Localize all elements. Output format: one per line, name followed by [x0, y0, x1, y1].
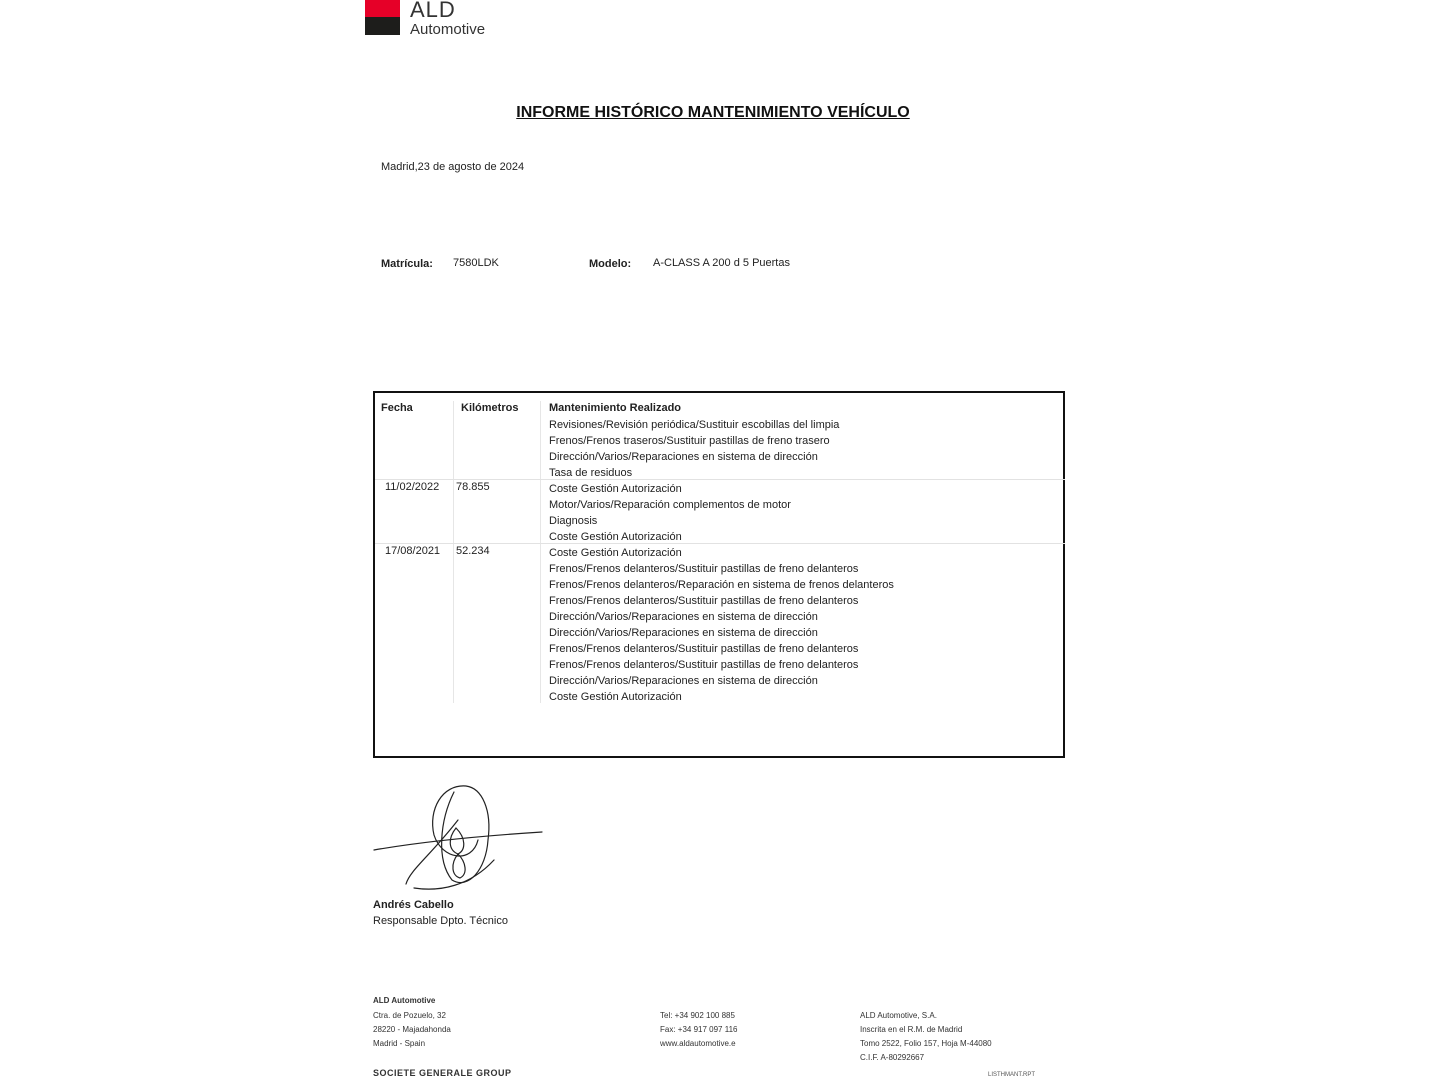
footer-address: [373, 1009, 451, 1051]
signer-name: Andrés Cabello: [373, 899, 454, 911]
row-date: 17/08/2021: [385, 545, 441, 557]
address-line: Madrid - Spain: [373, 1039, 426, 1048]
footer-report-ref: LISTHMANT.RPT: [988, 1072, 1036, 1078]
document-date: Madrid,23 de agosto de 2024: [381, 161, 525, 173]
list-item: Dirección/Varios/Reparaciones en sistema de dirección: [549, 675, 818, 687]
maintenance-items: [549, 481, 791, 545]
list-item: Frenos/Frenos delanteros/Sustituir pastillas de freno delanteros: [549, 595, 859, 607]
legal-line: ALD Automotive, S.A.: [860, 1011, 937, 1020]
list-item: Frenos/Frenos traseros/Sustituir pastillas de freno trasero: [549, 435, 830, 447]
list-item: Frenos/Frenos delanteros/Sustituir pastillas de freno delanteros: [549, 659, 859, 671]
address-line: Ctra. de Pozuelo, 32: [373, 1011, 446, 1020]
legal-line: Tomo 2522, Folio 157, Hoja M-44080: [860, 1039, 992, 1048]
footer-group: SOCIETE GENERALE GROUP: [373, 1068, 512, 1078]
logo-name: ALD: [410, 0, 456, 22]
list-item: Diagnosis: [549, 515, 598, 527]
signature-stroke: [450, 828, 464, 854]
list-item: Tasa de residuos: [549, 467, 633, 479]
model-label: Modelo:: [589, 258, 632, 270]
footer-legal: [860, 1009, 992, 1065]
list-item: Coste Gestión Autorización: [549, 483, 682, 495]
header-mantenimiento: Mantenimiento Realizado: [549, 402, 682, 414]
maintenance-items: [549, 545, 894, 705]
ald-logo-mark: [365, 0, 400, 35]
signature-stroke: [406, 820, 458, 884]
logo-red-block: [365, 0, 400, 17]
contact-fax: Fax: +34 917 097 116: [660, 1025, 738, 1034]
list-item: Dirección/Varios/Reparaciones en sistema de dirección: [549, 451, 818, 463]
list-item: Coste Gestión Autorización: [549, 531, 682, 543]
contact-phone: Tel: +34 902 100 885: [660, 1011, 735, 1020]
signer-role: Responsable Dpto. Técnico: [373, 915, 508, 927]
signature-stroke: [453, 854, 465, 878]
list-item: Frenos/Frenos delanteros/Sustituir pastillas de freno delanteros: [549, 563, 859, 575]
row-km: 78.855: [456, 481, 490, 493]
list-item: Motor/Varios/Reparación complementos de motor: [549, 499, 791, 511]
column-divider: [453, 401, 454, 703]
footer-contact: [660, 1009, 737, 1051]
header-kilometros: Kilómetros: [461, 402, 519, 414]
list-item: Frenos/Frenos delanteros/Sustituir pastillas de freno delanteros: [549, 643, 859, 655]
list-item: Dirección/Varios/Reparaciones en sistema de dirección: [549, 611, 818, 623]
list-item: Dirección/Varios/Reparaciones en sistema de dirección: [549, 627, 818, 639]
legal-line: C.I.F. A-80292667: [860, 1053, 925, 1062]
maintenance-items: [549, 417, 839, 481]
list-item: Coste Gestión Autorización: [549, 691, 682, 703]
legal-line: Inscrita en el R.M. de Madrid: [860, 1025, 963, 1034]
plate-label: Matrícula:: [381, 258, 433, 270]
model-value: A-CLASS A 200 d 5 Puertas: [653, 257, 790, 269]
plate-value: 7580LDK: [453, 257, 499, 269]
list-item: Frenos/Frenos delanteros/Reparación en sistema de frenos delanteros: [549, 579, 894, 591]
handwritten-signature: [370, 780, 545, 895]
row-date: 11/02/2022: [385, 481, 440, 493]
logo-black-block: [365, 17, 400, 35]
logo-subtitle: Automotive: [410, 21, 486, 38]
contact-website: www.aldautomotive.e: [660, 1039, 736, 1048]
list-item: Coste Gestión Autorización: [549, 547, 682, 559]
row-km: 52.234: [456, 545, 490, 557]
list-item: Revisiones/Revisión periódica/Sustituir escobillas del limpia: [549, 419, 840, 431]
signature-stroke: [374, 832, 542, 850]
address-line: 28220 - Majadahonda: [373, 1025, 451, 1034]
header-fecha: Fecha: [381, 402, 413, 414]
column-divider: [540, 401, 541, 703]
footer-company: ALD Automotive: [373, 996, 436, 1005]
document-title: INFORME HISTÓRICO MANTENIMIENTO VEHÍCULO: [516, 104, 910, 121]
